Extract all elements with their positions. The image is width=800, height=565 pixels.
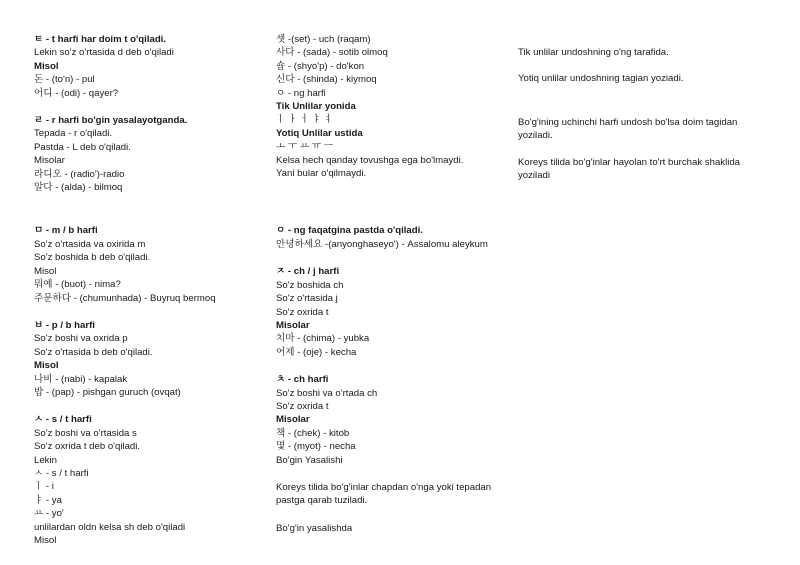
section-heading: ㅂ - p / b harfi xyxy=(34,319,95,331)
text-line: Bo'g'in yasalishda xyxy=(276,522,353,534)
text-line: So'z o'rtasida va oxirida m xyxy=(34,238,146,250)
spacer xyxy=(276,359,504,373)
section-heading: Misol xyxy=(34,60,59,72)
text-line: Bo'gin Yasalishi xyxy=(276,454,343,466)
spacer xyxy=(518,86,768,116)
text-line: 주문하다 - (chumunhada) - Buyruq bermoq xyxy=(34,292,216,304)
text-line: 라디오 - (radio')-radio xyxy=(34,168,125,180)
text-line: 돈 - (to'n) - pul xyxy=(34,74,95,86)
text-line: So'z oxrida t xyxy=(276,306,329,318)
text-line: 신다 - (shinda) - kiymoq xyxy=(276,74,377,86)
spacer xyxy=(276,251,504,265)
text-line: ㅗ ㅜ ㅛ ㅠ ㅡ xyxy=(276,141,333,153)
section-heading: ㅁ - m / b harfi xyxy=(34,225,98,237)
text-line: Lekin xyxy=(34,454,57,466)
text-line: unlilardan oldn kelsa sh deb o'qiladi xyxy=(34,521,186,533)
text-line: So'z boshi va oxrida p xyxy=(34,333,128,345)
column-left xyxy=(34,33,259,547)
text-line: Misol xyxy=(34,265,57,277)
text-line: Tik unlilar undoshning o'ng tarafida. xyxy=(518,47,669,58)
text-line: ㅛ - yo' xyxy=(34,508,64,520)
column-right xyxy=(518,33,768,182)
text-line: 밥 - (pap) - pishgan guruch (ovqat) xyxy=(34,386,181,398)
text-line: So'z boshida b deb o'qiladi. xyxy=(34,252,151,264)
text-line: So'z o'rtasida j xyxy=(276,293,338,305)
text-line: 알다 - (alda) - bilmoq xyxy=(34,182,123,194)
text-line: Koreys tilida bo'g'inlar chapdan o'nga yoki tepadan pastga qarab tuziladi. xyxy=(276,481,492,507)
spacer xyxy=(518,33,768,46)
column-middle xyxy=(276,33,504,535)
text-line: ㅑ - ya xyxy=(34,494,62,506)
section-heading: ㅈ - ch / j harfi xyxy=(276,266,340,278)
text-line: So'z oxrida t deb o'qiladi. xyxy=(34,441,141,453)
section-heading: ㅌ - t harfi har doim t o'qiladi. xyxy=(34,34,167,45)
spacer xyxy=(276,180,504,210)
text-line: So'z oxrida t xyxy=(276,400,329,412)
spacer xyxy=(276,508,504,522)
text-line: Yani bular o'qilmaydi. xyxy=(276,168,367,180)
text-line: ㅣ - i xyxy=(34,481,54,493)
text-line: Misolar xyxy=(34,155,65,167)
section-heading: Misolar xyxy=(276,319,310,331)
text-line: Tepada - r o'qiladi. xyxy=(34,128,113,140)
text-line: 책 - (chek) - kitob xyxy=(276,427,350,439)
text-line: 어디 - (odi) - qayer? xyxy=(34,87,119,99)
text-line: 몇 - (myot) - necha xyxy=(276,441,356,453)
text-line: So'z boshi va o'rtada ch xyxy=(276,387,378,399)
text-line: 셋 -(set) - uch (raqam) xyxy=(276,34,371,45)
section-heading: ㅇ - ng faqatgina pastda o'qiladi. xyxy=(276,225,423,237)
text-line: 사다 - (sada) - sotib olmoq xyxy=(276,47,388,59)
text-line: So'z boshi va o'rtasida s xyxy=(34,427,137,439)
section-heading: ㄹ - r harfi bo'gin yasalayotganda. xyxy=(34,115,188,127)
section-heading: Yotiq Unlilar ustida xyxy=(276,127,363,139)
spacer xyxy=(518,59,768,72)
text-line: Kelsa hech qanday tovushga ega bo'lmaydi. xyxy=(276,154,464,166)
text-line: 치마 - (chima) - yubka xyxy=(276,333,370,345)
text-line: 안녕하세요 -(anyonghaseyo') - Assalomu aleykum xyxy=(276,238,488,250)
text-line: ㅇ - ng harfi xyxy=(276,87,326,99)
spacer xyxy=(518,143,768,156)
text-line: ㅅ - s / t harfi xyxy=(34,467,89,479)
spacer xyxy=(34,194,259,224)
spacer xyxy=(34,399,259,413)
text-line: ㅣ ㅏ ㅓ ㅑ ㅕ xyxy=(276,114,333,126)
text-line: So'z o'rtasida b deb o'qiladi. xyxy=(34,346,153,358)
spacer xyxy=(34,100,259,114)
text-line: 뭐예 - (buot) - nima? xyxy=(34,279,121,291)
text-line: Misol xyxy=(34,535,57,546)
text-line: So'z boshida ch xyxy=(276,279,344,291)
spacer xyxy=(276,467,504,481)
text-line: 어제 - (oje) - kecha xyxy=(276,346,357,358)
section-heading: Misol xyxy=(34,360,59,372)
section-heading: Misolar xyxy=(276,414,310,426)
spacer xyxy=(34,305,259,319)
text-line: Koreys tilida bo'g'inlar hayolan to'rt burchak shaklida yoziladi xyxy=(518,156,741,182)
text-line: Bo'g'ining uchinchi harfi undosh bo'lsa doim tagidan yoziladi. xyxy=(518,116,738,142)
spacer xyxy=(276,210,504,224)
text-line: 숍 - (shyo'p) - do'kon xyxy=(276,60,365,72)
section-heading: ㅅ - s / t harfi xyxy=(34,414,92,426)
text-line: Lekin so'z o'rtasida d deb o'qiladi xyxy=(34,47,174,59)
section-heading: ㅊ - ch harfi xyxy=(276,374,329,386)
text-line: 나비 - (nabi) - kapalak xyxy=(34,373,128,385)
text-line: Yotiq unlilar undoshning tagian yoziadi. xyxy=(518,73,684,85)
section-heading: Tik Unlilar yonida xyxy=(276,101,356,113)
text-line: Pastda - L deb o'qiladi. xyxy=(34,141,131,153)
